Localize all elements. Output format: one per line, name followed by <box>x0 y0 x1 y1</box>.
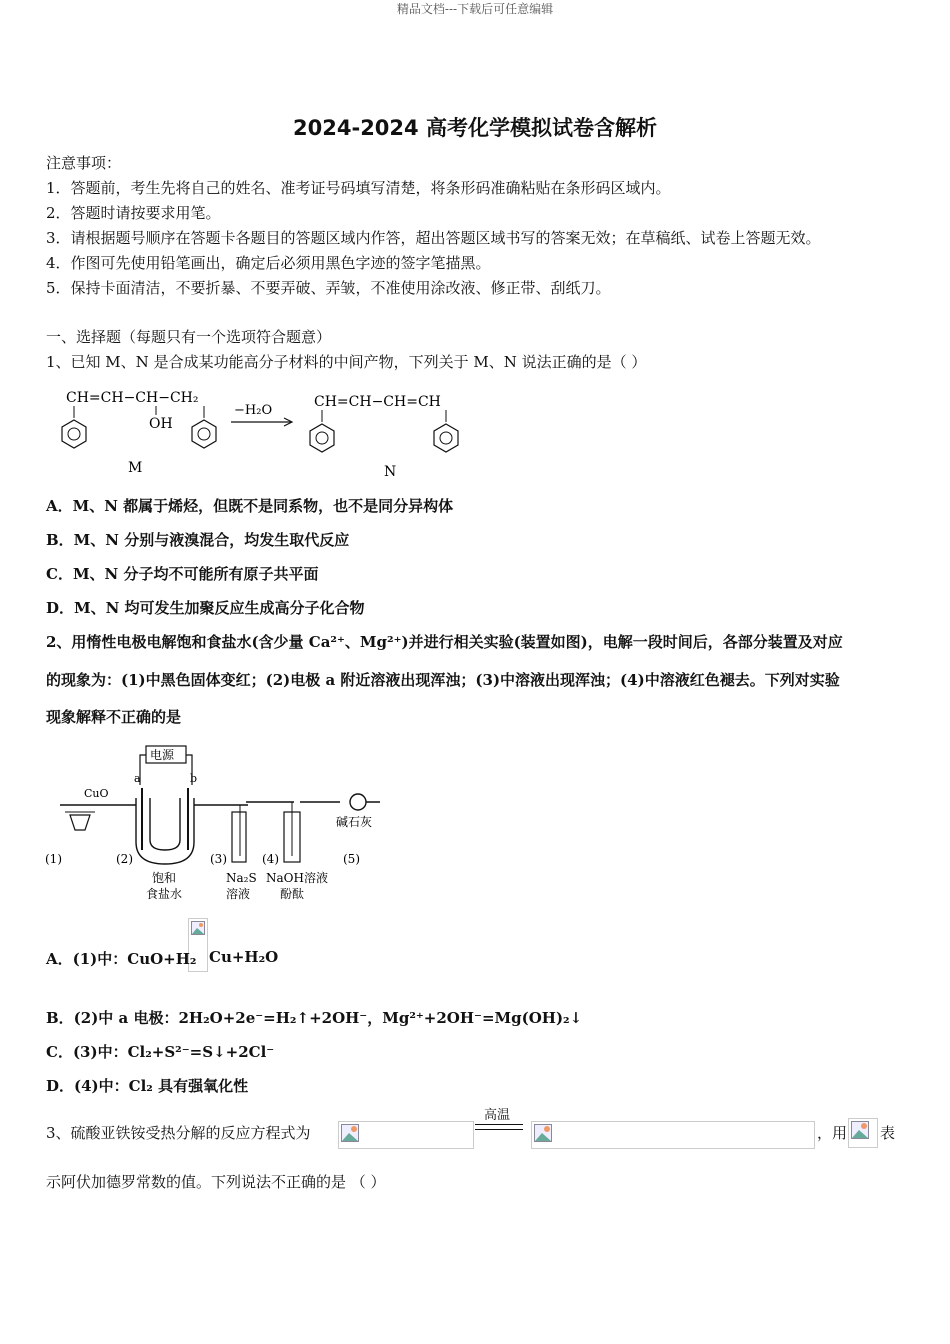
benzene-ring-icon <box>434 424 458 452</box>
q1-option-b: B．M、N 分别与液溴混合，均发生取代反应 <box>46 531 350 549</box>
reaction-condition: 高温 <box>484 1108 511 1123</box>
notice-item: 1．答题前，考生先将自己的姓名、准考证号码填写清楚，将条形码准确粘贴在条形码区域内。 <box>46 179 671 197</box>
broken-image-icon <box>848 1118 878 1148</box>
svg-text:(3): (3) <box>210 852 227 866</box>
q1-option-d: D．M、N 均可发生加聚反应生成高分子化合物 <box>46 599 365 617</box>
q2-option-a-left: A．(1)中：CuO+H₂ <box>46 950 197 968</box>
benzene-ring-icon <box>62 420 86 448</box>
svg-text:食盐水: 食盐水 <box>146 887 183 901</box>
q3-comma-use: ，用 <box>817 1124 848 1142</box>
q1-stem: 1、已知 M、N 是合成某功能高分子材料的中间产物，下列关于 M、N 说法正确的是（ ） <box>46 353 647 371</box>
q2-option-c: C．(3)中：Cl₂+S²⁻=S↓+2Cl⁻ <box>46 1043 275 1061</box>
n-label: N <box>384 464 397 480</box>
test-tube-3 <box>232 812 246 862</box>
notice-item: 2．答题时请按要求用笔。 <box>46 204 221 222</box>
broken-image-icon <box>338 1121 474 1149</box>
u-tube <box>136 798 194 864</box>
arrow-label: −H₂O <box>234 403 273 418</box>
q2-stem-line: 的现象为：(1)中黑色固体变红；(2)电极 a 附近溶液出现浑浊；(3)中溶液出现浑浊；(4)中溶液红色褪去。下列对实验 <box>46 671 840 689</box>
q2-option-b: B．(2)中 a 电极：2H₂O+2e⁻=H₂↑+2OH⁻，Mg²⁺+2OH⁻=Mg(OH)₂↓ <box>46 1009 583 1027</box>
m-oh-group: OH <box>149 416 173 432</box>
m-label: M <box>128 460 143 476</box>
page-title: 2024-2024 高考化学模拟试卷含解析 <box>293 116 657 140</box>
svg-text:电源: 电源 <box>150 748 175 762</box>
q2-stem-line: 2、用惰性电极电解饱和食盐水(含少量 Ca²⁺、Mg²⁺)并进行相关实验(装置如图)，电解一段时间后，各部分装置及对应 <box>46 633 843 651</box>
m-chain-formula: CH=CH−CH−CH₂ <box>66 390 199 406</box>
n-chain-formula: CH=CH−CH=CH <box>314 394 441 410</box>
equals-line <box>475 1129 523 1130</box>
svg-text:NaOH溶液: NaOH溶液 <box>266 871 328 885</box>
svg-text:(5): (5) <box>343 852 360 866</box>
burner-icon <box>70 815 90 830</box>
q3-line2: 示阿伏加德罗常数的值。下列说法不正确的是 （ ） <box>46 1173 386 1191</box>
q1-option-a: A．M、N 都属于烯烃，但既不是同系物，也不是同分异构体 <box>46 497 454 515</box>
electrolysis-apparatus-diagram <box>40 740 390 910</box>
q1-option-c: C．M、N 分子均不可能所有原子共平面 <box>46 565 319 583</box>
notice-item: 5．保持卡面清洁，不要折暴、不要弄破、弄皱，不准使用涂改液、修正带、刮纸刀。 <box>46 279 611 297</box>
svg-text:Na₂S: Na₂S <box>226 871 257 885</box>
svg-text:碱石灰: 碱石灰 <box>336 815 373 829</box>
notice-item: 4．作图可先使用铅笔画出，确定后必须用黑色字迹的签字笔描黑。 <box>46 254 491 272</box>
notice-item: 3．请根据题号顺序在答题卡各题目的答题区域内作答，超出答题区域书写的答案无效；在草稿纸、试卷上答题无效。 <box>46 229 821 247</box>
benzene-ring-icon <box>310 424 334 452</box>
page-header: 精品文档---下载后可任意编辑 <box>396 2 554 16</box>
svg-text:溶液: 溶液 <box>226 887 251 901</box>
drying-tube-icon <box>350 794 366 810</box>
svg-text:饱和: 饱和 <box>152 871 177 885</box>
q3-stem-start: 3、硫酸亚铁铵受热分解的反应方程式为 <box>46 1124 311 1142</box>
svg-text:a: a <box>134 772 141 785</box>
svg-text:(2): (2) <box>116 852 133 866</box>
broken-image-icon <box>531 1121 815 1149</box>
svg-text:b: b <box>190 772 198 785</box>
section-heading: 一、选择题（每题只有一个选项符合题意） <box>46 328 332 346</box>
svg-text:(4): (4) <box>262 852 279 866</box>
benzene-ring-icon <box>192 420 216 448</box>
svg-text:酚酞: 酚酞 <box>280 887 305 901</box>
notice-heading: 注意事项： <box>46 154 122 172</box>
q1-structure-diagram <box>46 380 476 485</box>
q3-biao: 表 <box>880 1124 896 1142</box>
svg-text:(1): (1) <box>45 852 62 866</box>
q2-option-d: D．(4)中：Cl₂ 具有强氧化性 <box>46 1077 249 1095</box>
q2-option-a-right: Cu+H₂O <box>209 948 279 966</box>
q2-stem-line: 现象解释不正确的是 <box>46 708 182 726</box>
equals-line <box>475 1124 523 1125</box>
svg-text:CuO: CuO <box>84 787 109 800</box>
